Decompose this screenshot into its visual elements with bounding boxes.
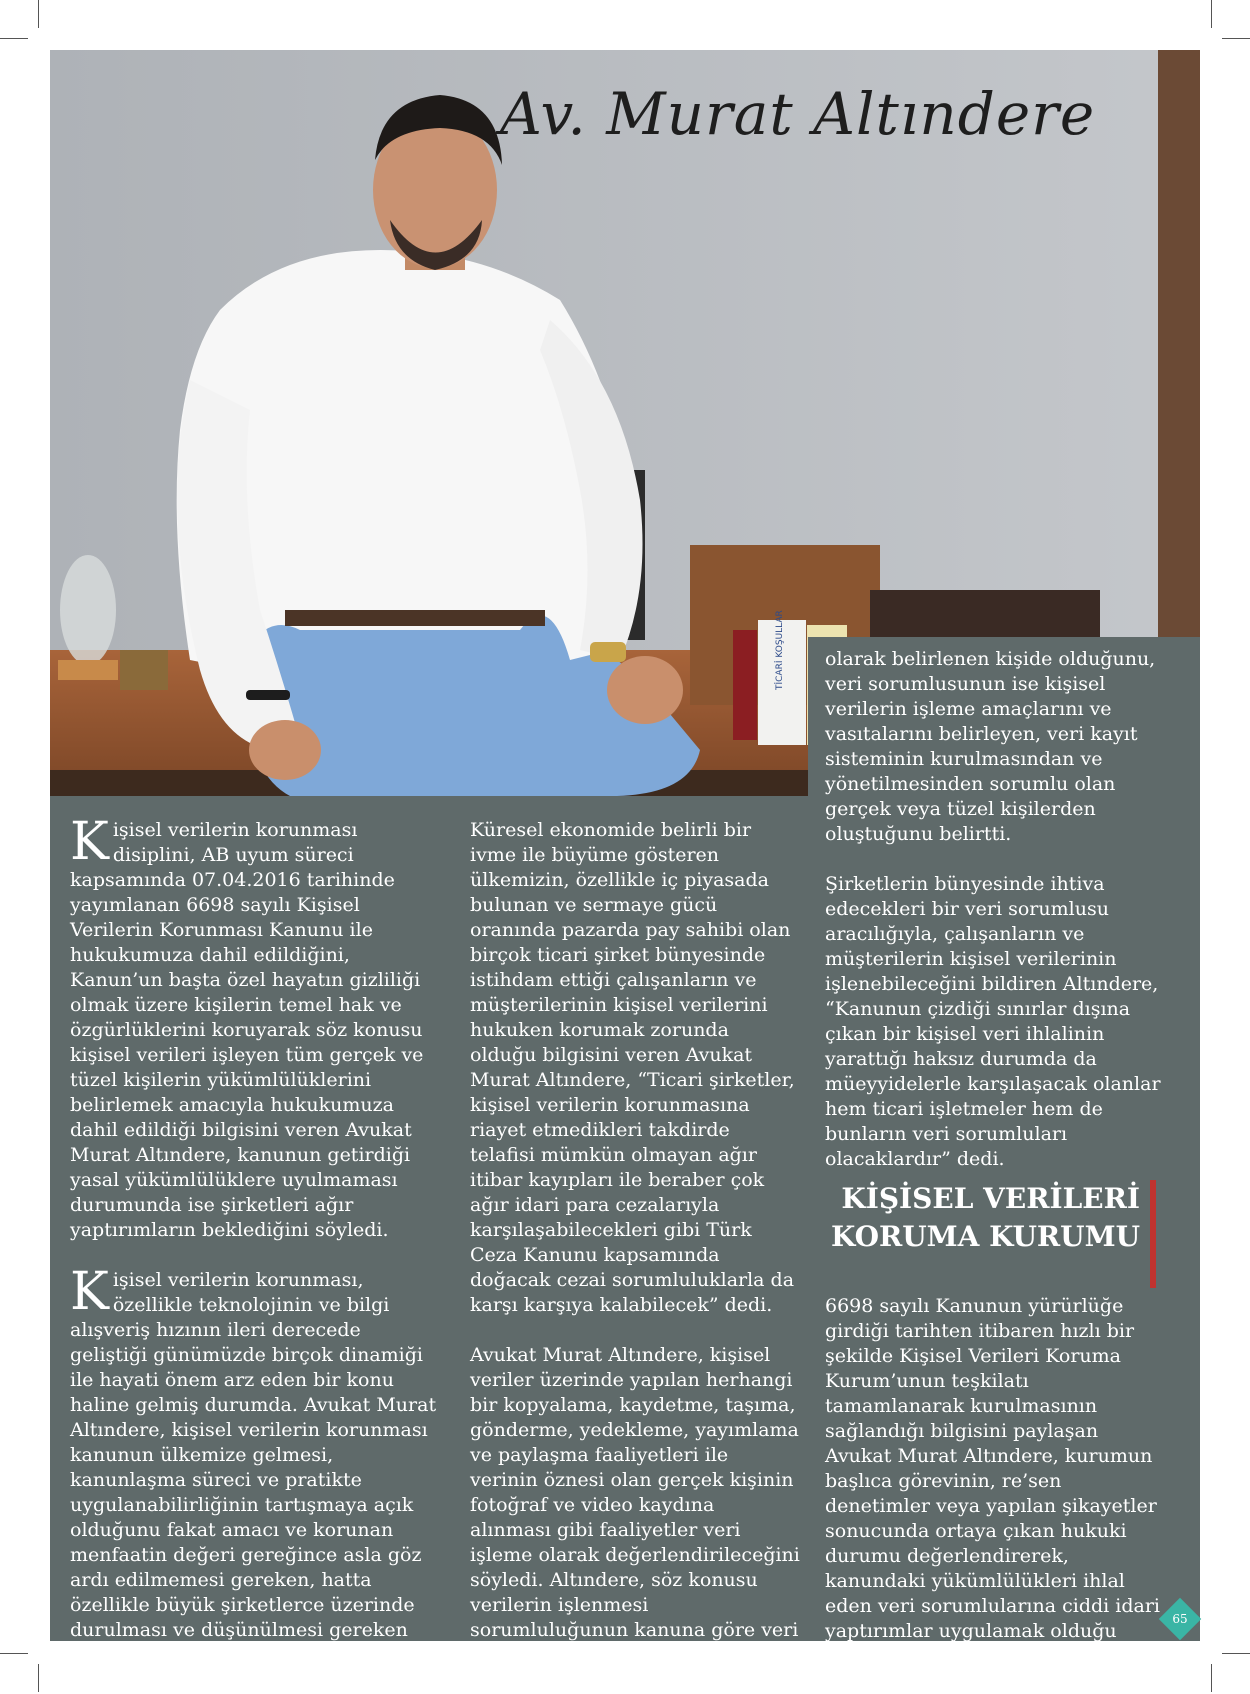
paragraph <box>70 812 440 1243</box>
paragraph-text: işisel verilerin korunması, özellikle teknolojinin ve bilgi alışveriş hızının ileri derecede geliştiği günümüzde birçok dinamiği ile hayati önem arz eden bir konu haline gelmiş durumda. Avukat Murat Altındere, kişisel verilerin korunması kanunun ülkemize gelmesi, kanunlaşma süreci ve pratikte uygulanabilirliğinin tartışmaya açık olduğunu fakat amacı ve korunan menfaatin değeri gereğince asla göz ardı edilmemesi gereken, hatta özellikle büyük şirketlerce üzerinde durulması ve düşünülmesi gereken bir konu olduğunu vurguladı. <box>70 1269 437 1666</box>
crop-mark <box>0 1653 28 1654</box>
section-heading-line: KİŞİSEL VERİLERİ <box>841 1182 1140 1215</box>
heading-accent-bar <box>1150 1180 1156 1288</box>
crop-mark <box>1211 1664 1212 1692</box>
paragraph: olarak belirlenen kişide olduğunu, veri sorumlusunun ise kişisel verilerin işleme amaçlarını ve vasıtalarını belirleyen, veri kayıt sisteminin kurulmasından ve yönetilmesinden sorumlu olan gerçek veya tüzel kişilerden oluştuğunu belirtti. <box>825 648 1156 845</box>
paragraph <box>70 1262 440 1668</box>
paragraph: 6698 sayılı Kanunun yürürlüğe girdiği tarihten itibaren hızlı bir şekilde Kişisel Verileri Koruma Kurum’unun teşkilatı tamamlanarak kurulmasının sağlandığı bilgisini paylaşan Avukat Murat Altındere, kurumun başlıca görevinin, re’sen denetimler veya yapılan şikayetler sonucunda ortaya çıkan hukuki durumu değerlendirerek, kanundaki yükümlülükleri ihlal eden veri sorumlularına ciddi idari yaptırımlar uygulamak olduğu bilgisini paylaştı. <box>825 1295 1160 1667</box>
paragraph: Avukat Murat Altındere, kişisel veriler üzerinde yapılan herhangi bir kopyalama, kaydetme, taşıma, gönderme, yedekleme, yayımlama ve paylaşma faaliyetleri ile verinin öznesi olan gerçek kişinin fotoğraf ve video kaydına alınması gibi faaliyetler veri işleme olarak değerlendirileceğini söyledi. Altındere, söz konusu verilerin işlenmesi sorumluluğunun kanuna göre veri sorumlusu <box>470 1344 800 1666</box>
article-column-1 <box>70 812 440 1693</box>
crop-mark <box>1211 0 1212 28</box>
crop-mark <box>0 38 28 39</box>
drop-cap: K <box>70 1262 109 1322</box>
crop-mark <box>1222 38 1250 39</box>
wall-sign: Av. Murat Altındere <box>500 80 1096 148</box>
section-heading-line: KORUMA KURUMU <box>831 1220 1140 1253</box>
crop-mark <box>38 0 39 28</box>
paragraph: Küresel ekonomide belirli bir ivme ile büyüme gösteren ülkemizin, özellikle iç piyasada bulunan ve sermaye gücü oranında pazarda pay sahibi olan birçok ticari şirket bünyesinde istihdam ettiği çalışanların ve müşterilerinin kişisel verilerini hukuken korumak zorunda olduğu bilgisini veren Avukat Murat Altındere, “Ticari şirketler, kişisel verilerin korunmasına riayet etmedikleri takdirde telafisi mümkün olmayan ağır itibar kayıpları ile beraber çok ağır idari para cezalarıyla karşılaşabilecekleri gibi Türk Ceza Kanunu kapsamında doğacak cezai sorumluluklarla da karşı karşıya kalabilecek” dedi. <box>470 819 795 1316</box>
page-number-badge <box>1159 1598 1201 1640</box>
paragraph: Şirketlerin bünyesinde ihtiva edecekleri bir veri sorumlusu aracılığıyla, çalışanların ve müşterilerin kişisel verilerinin işlenebileceğini bildiren Altındere, “Kanunun çizdiği sınırlar dışına çıkan bir kişisel veri ihlalinin yarattığı haksız durumda da müeyyidelerle karşılaşacak olanlar hem ticari işletmeler hem de bunların veri sorumluları olacaklardır” dedi. <box>825 873 1161 1170</box>
crop-mark <box>38 1664 39 1692</box>
paragraph-text: işisel verilerin korunması disiplini, AB uyum süreci kapsamında 07.04.2016 tarihinde yayımlanan 6698 sayılı Kişisel Verilerin Korunması Kanunu ile hukukumuza dahil edildiğini, Kanun’un başta özel hayatın gizliliği olmak üzere kişilerin temel hak ve özgürlüklerini koruyarak söz konusu kişisel verileri işleyen tüm gerçek ve tüzel kişilerin yükümlülüklerini belirlemek amacıyla hukukumuza dahil edildiği bilgisini veren Avukat Murat Altındere, kanunun getirdiği yasal yükümlülüklere uyulmaması durumunda ise şirketleri ağır yaptırımların beklediğini söyledi. <box>70 819 424 1241</box>
book-spine-text: TİCARİ KOŞULLAR <box>775 610 785 690</box>
page-number: 65 <box>1172 1612 1188 1626</box>
article-column-2 <box>470 818 800 1693</box>
drop-cap: K <box>70 812 109 872</box>
article-column-3 <box>825 647 1170 1197</box>
crop-mark <box>1222 1653 1250 1654</box>
article-column-3-lower <box>825 1294 1170 1694</box>
section-heading <box>820 1180 1140 1256</box>
